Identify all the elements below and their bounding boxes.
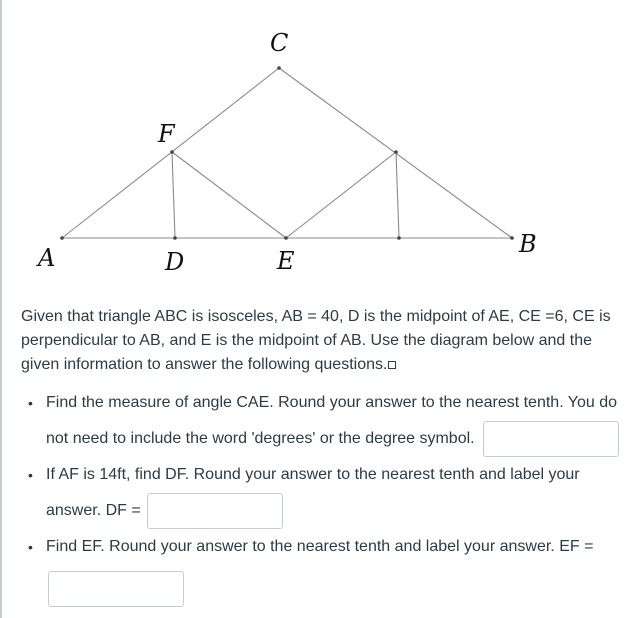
question-item-3 (28, 529, 628, 607)
segment-e-right-upper (286, 152, 396, 238)
question-2-text: If AF is 14ft, find DF. Round your answer to the nearest tenth and label your answer. DF = (46, 466, 580, 520)
label-f: F (158, 120, 175, 148)
question-1-text: Find the measure of angle CAE. Round your answer to the nearest tenth. You do not need to include the word 'degrees' or the degree symbol. (46, 394, 618, 448)
image-placeholder-icon (388, 361, 396, 369)
answer-input-1[interactable] (483, 421, 619, 457)
diagram-svg (0, 0, 644, 300)
vertex-a (60, 236, 64, 240)
vertex-d (173, 236, 177, 240)
segment-fe (172, 152, 286, 238)
vertex-right-lower (397, 236, 401, 240)
geometry-diagram (0, 0, 644, 300)
label-a: A (38, 244, 56, 272)
vertex-right-upper (394, 150, 398, 154)
question-list (28, 385, 628, 607)
label-e: E (277, 247, 295, 275)
segment-fd (172, 152, 175, 238)
question-item-1 (28, 385, 628, 457)
problem-text: Given that triangle ABC is isosceles, AB = 40, D is the midpoint of AE, CE =6, CE is perpendicular to AB, and E is the midpoint of AB. Use the diagram below and the given information to answer the following questions. (21, 308, 611, 373)
vertex-f (170, 150, 174, 154)
segment-ac (62, 68, 279, 238)
answer-input-2[interactable] (147, 493, 283, 529)
answer-input-3[interactable] (48, 571, 184, 607)
problem-statement (21, 305, 621, 377)
label-c: C (270, 29, 289, 57)
vertex-c (277, 66, 281, 70)
label-b: B (519, 230, 537, 258)
label-d: D (165, 248, 185, 276)
segment-right-vertical (396, 152, 399, 238)
vertex-e (284, 236, 288, 240)
question-3-text: Find EF. Round your answer to the nearest tenth and label your answer. EF = (46, 538, 594, 556)
question-item-2 (28, 457, 628, 529)
vertex-b (510, 236, 514, 240)
